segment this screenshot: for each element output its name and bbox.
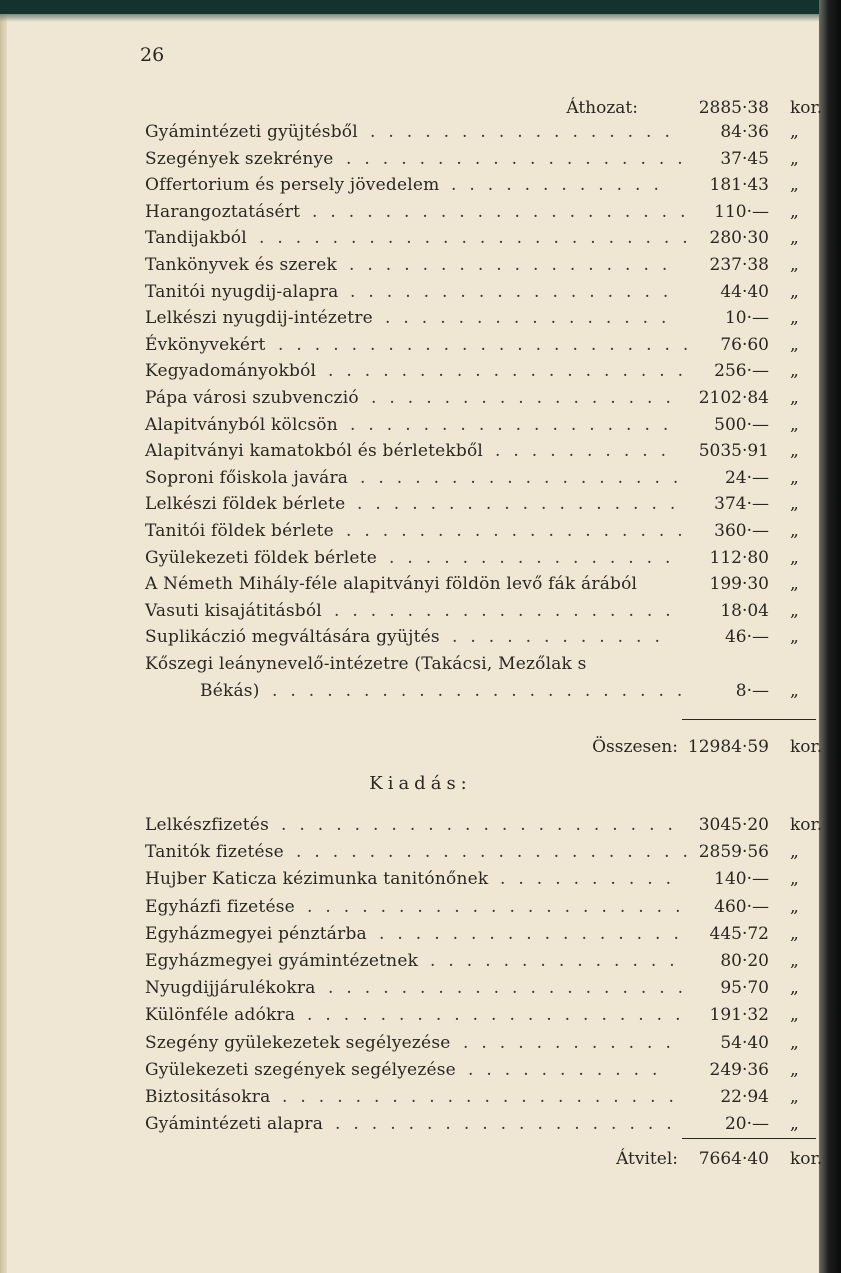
income-unit: „ [790,680,799,701]
income-label: A Németh Mihály-féle alapitványi földön levő fák árából [145,574,638,595]
income-label: Offertorium és persely jövedelem [145,175,440,196]
income-row [0,519,841,543]
carry-out-label: Átvitel: [616,1149,678,1169]
carry-out-unit: kor. [790,1149,823,1169]
carry-in-unit: kor. [790,98,823,118]
expense-amount: 95·70 [720,978,769,999]
expense-label: Biztositásokra [145,1087,271,1107]
income-label: Alapitványból kölcsön [145,414,338,435]
income-amount: 110·— [714,201,769,222]
income-label: Tanitói nyugdij-alapra [145,281,339,302]
income-amount: 18·04 [720,600,769,621]
income-amount: 10·— [724,308,769,329]
expense-unit: „ [790,896,799,917]
income-row [0,572,841,596]
leader-dots: ..................... [307,896,694,917]
income-amount: 500·— [714,414,769,435]
income-unit: „ [790,547,799,568]
income-label: Lelkészi földek bérlete [145,494,346,515]
income-amount: 280·30 [709,228,769,249]
expense-label: Egyházfi fizetése [145,896,295,917]
expense-unit: „ [790,951,799,971]
expense-amount: 191·32 [709,1005,769,1026]
income-label: Kőszegi leánynevelő-intézetre (Takácsi, Mezőlak s [145,654,587,674]
leader-dots: ..................... [312,201,699,222]
leader-dots: ................. [371,388,684,408]
income-row [0,652,841,676]
expense-row [0,1112,841,1136]
income-unit: „ [790,600,799,621]
income-total-unit: kor. [790,737,823,757]
income-amount: 112·80 [709,547,769,568]
income-label: Békás) [200,680,260,701]
income-unit: „ [790,414,799,435]
leader-dots: ..................... [307,1005,694,1026]
income-label: Vasuti kisajátitásból [145,600,322,621]
leader-dots: ................. [379,923,692,944]
leader-dots: ................ [385,308,680,329]
income-amount: 2102·84 [698,388,769,408]
leader-dots: .................. [349,255,681,275]
leader-dots: ...................... [296,842,701,863]
income-amount: 5035·91 [698,441,769,462]
scan-top-shadow [0,14,841,22]
income-unit: „ [790,574,799,595]
income-unit: „ [790,122,799,142]
expense-row [0,840,841,864]
expense-label: Nyugdijjárulékokra [145,978,316,999]
leader-dots: ................... [335,1114,685,1135]
expense-sum-rule [682,1138,816,1139]
expense-unit: kor. [790,815,823,835]
income-amount: 8·— [735,680,769,701]
expense-label: Gyámintézeti alapra [145,1114,324,1135]
income-unit: „ [790,494,799,515]
income-row [0,173,841,197]
expense-label: Egyházmegyei pénztárba [145,923,367,944]
income-amount: 84·36 [720,122,769,142]
leader-dots: .................... [328,978,697,999]
income-unit: „ [790,467,799,488]
leader-dots: ................... [346,148,696,169]
expense-row [0,895,841,919]
income-row [0,386,841,410]
leader-dots: ................... [346,521,696,541]
income-row [0,359,841,383]
income-unit: „ [790,255,799,275]
expense-row [0,949,841,973]
income-row [0,625,841,649]
expense-heading: Kiadás: [369,773,472,794]
income-unit: „ [790,201,799,222]
income-unit: „ [790,441,799,462]
income-label: Soproni főiskola javára [145,467,349,488]
leader-dots: ............ [452,627,673,648]
expense-row [0,1085,841,1109]
leader-dots: ................ [389,547,684,568]
expense-amount: 140·— [714,869,769,890]
income-unit: „ [790,334,799,355]
expense-label: Különféle adókra [145,1005,296,1026]
income-label: Lelkészi nyugdij-intézetre [145,308,373,329]
leader-dots: ........... [468,1059,671,1080]
expense-unit: „ [790,1087,799,1107]
income-row [0,333,841,357]
leader-dots: .................. [360,467,692,488]
leader-dots: ............ [463,1032,684,1053]
income-row [0,466,841,490]
income-row [0,546,841,570]
income-unit: „ [790,388,799,408]
expense-row [0,1003,841,1027]
income-label: Szegények szekrénye [145,148,334,169]
income-row [0,413,841,437]
income-row [0,120,841,144]
income-sum-rule [682,719,816,720]
income-unit: „ [790,627,799,648]
expense-amount: 54·40 [720,1032,769,1053]
income-label: Pápa városi szubvenczió [145,388,359,408]
income-unit: „ [790,228,799,249]
leader-dots: ................... [334,600,684,621]
expense-row [0,867,841,891]
income-label: Tankönyvek és szerek [145,255,337,275]
leader-dots: ................. [370,122,683,142]
leader-dots: .......... [500,869,685,890]
carry-in-row [0,96,841,120]
leader-dots: .................. [350,414,682,435]
expense-row [0,813,841,837]
income-amount: 256·— [714,361,769,382]
carry-out-amount: 7664·40 [698,1149,769,1169]
income-amount: 181·43 [709,175,769,196]
income-row [0,280,841,304]
income-total-label: Összesen: [592,737,678,757]
income-amount: 360·— [714,521,769,541]
expense-unit: „ [790,923,799,944]
income-label: Kegyadományokból [145,361,317,382]
expense-row [0,976,841,1000]
expense-label: Egyházmegyei gyámintézetnek [145,951,419,971]
income-row [0,306,841,330]
expense-label: Gyülekezeti szegények segélyezése [145,1059,456,1080]
income-amount: 24·— [724,467,769,488]
income-row [0,599,841,623]
expense-row [0,1058,841,1082]
expense-unit: „ [790,1032,799,1053]
income-label: Suplikáczió megváltására gyüjtés [145,627,440,648]
expense-amount: 22·94 [720,1087,769,1107]
expense-amount: 3045·20 [698,815,769,835]
expense-amount: 20·— [724,1114,769,1135]
income-label: Tandijakból [145,228,247,249]
expense-amount: 80·20 [720,951,769,971]
income-label: Gyámintézeti gyüjtésből [145,122,358,142]
income-row [0,253,841,277]
expense-unit: „ [790,1005,799,1026]
income-label: Gyülekezeti földek bérlete [145,547,377,568]
carry-out-row [0,1147,841,1171]
income-row [0,147,841,171]
leader-dots: .......... [495,441,680,462]
income-row [0,226,841,250]
income-label: Tanitói földek bérlete [145,521,334,541]
income-unit: „ [790,308,799,329]
expense-unit: „ [790,1114,799,1135]
leader-dots: .................... [328,361,697,382]
expense-unit: „ [790,1059,799,1080]
expense-row [0,1031,841,1055]
income-label: Harangoztatásért [145,201,301,222]
income-label: Évkönyvekért [145,334,266,355]
expense-label: Lelkészfizetés [145,815,269,835]
income-amount: 374·— [714,494,769,515]
expense-amount: 249·36 [709,1059,769,1080]
income-amount: 44·40 [720,281,769,302]
income-unit: „ [790,175,799,196]
income-amount: 199·30 [709,574,769,595]
income-unit: „ [790,521,799,541]
leader-dots: .................. [350,281,682,302]
income-unit: „ [790,361,799,382]
scan-top-border [0,0,841,14]
expense-amount: 445·72 [709,923,769,944]
leader-dots: .................. [357,494,689,515]
expense-label: Hujber Katicza kézimunka tanitónőnek [145,869,489,890]
leader-dots: ....................... [278,334,702,355]
expense-row [0,922,841,946]
page-number: 26 [140,44,165,66]
expense-unit: „ [790,842,799,863]
income-amount: 237·38 [709,255,769,275]
expense-amount: 2859·56 [698,842,769,863]
income-amount: 37·45 [720,148,769,169]
leader-dots: .............. [430,951,688,971]
income-unit: „ [790,148,799,169]
expense-label: Tanitók fizetése [145,842,284,863]
income-amount: 46·— [724,627,769,648]
leader-dots: ....................... [272,680,696,701]
expense-unit: „ [790,869,799,890]
leader-dots: ...................... [282,1087,687,1107]
carry-in-amount: 2885·38 [698,98,769,118]
expense-amount: 460·— [714,896,769,917]
income-row [0,679,841,703]
carry-in-label: Áthozat: [566,98,638,118]
income-total-row [0,735,841,759]
leader-dots: ............ [451,175,672,196]
income-label: Alapitványi kamatokból és bérletekből [145,441,484,462]
income-row [0,492,841,516]
expense-unit: „ [790,978,799,999]
income-total-amount: 12984·59 [687,737,769,757]
income-row [0,200,841,224]
income-amount: 76·60 [720,334,769,355]
expense-label: Szegény gyülekezetek segélyezése [145,1032,451,1053]
leader-dots: ........................ [259,228,701,249]
income-row [0,439,841,463]
leader-dots: ...................... [281,815,686,835]
income-unit: „ [790,281,799,302]
